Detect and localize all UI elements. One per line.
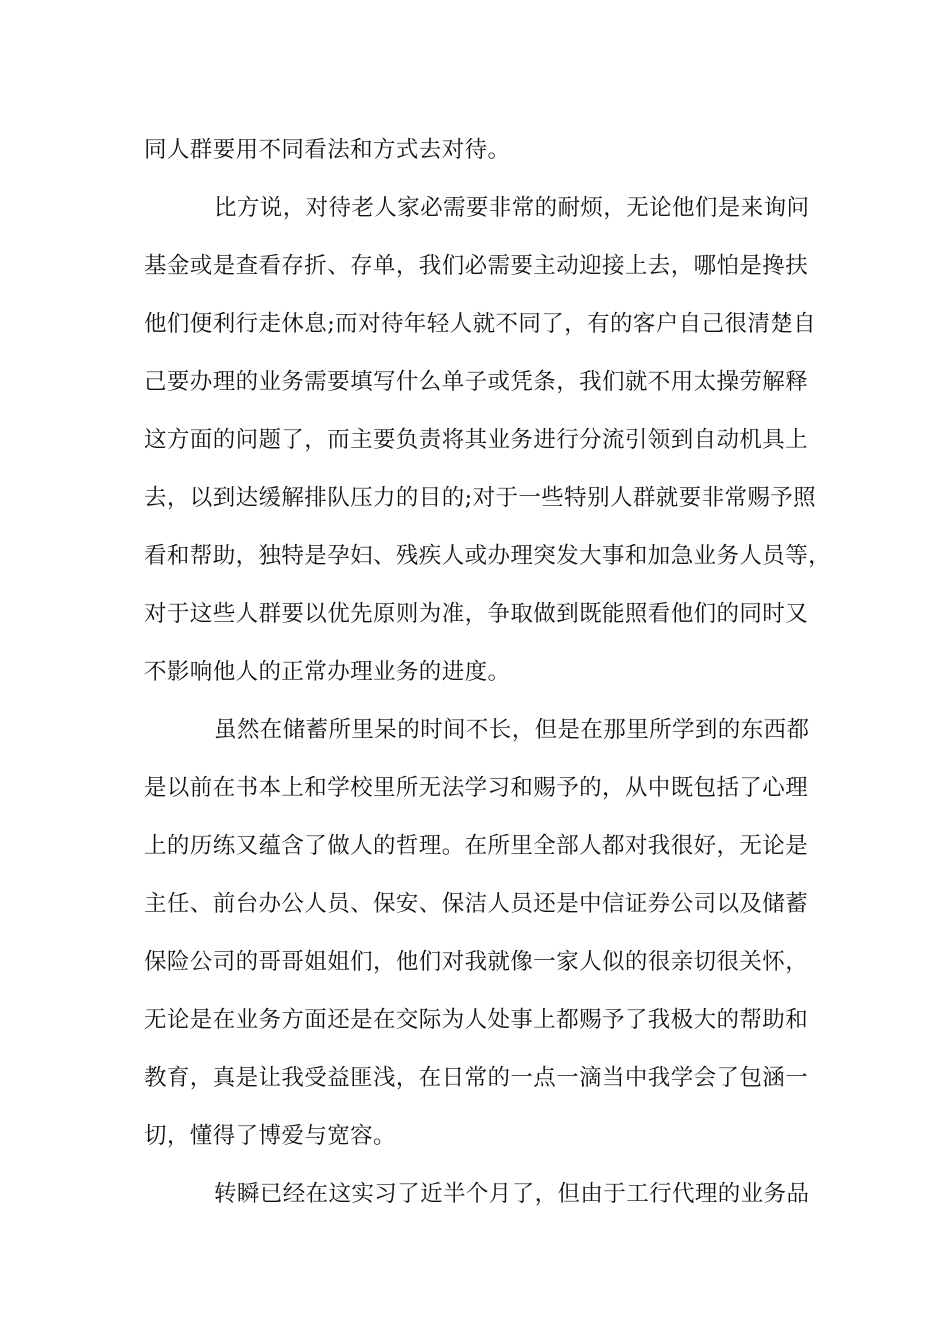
text-line: 切，懂得了博爱与宽容。 xyxy=(144,1123,396,1149)
text-line: 对于这些人群要以优先原则为准，争取做到既能照看他们的同时又 xyxy=(144,601,809,627)
body-text xyxy=(144,128,832,1230)
text-line: 主任、前台办公人员、保安、保洁人员还是中信证券公司以及储蓄 xyxy=(144,891,809,917)
text-line: 去，以到达缓解排队压力的目的;对于一些特别人群就要非常赐予照 xyxy=(144,485,817,511)
text-line: 教育，真是让我受益匪浅，在日常的一点一滴当中我学会了包涵一 xyxy=(144,1065,809,1091)
text-line: 这方面的问题了，而主要负责将其业务进行分流引领到自动机具上 xyxy=(144,427,809,453)
paragraph-first-line: 转瞬已经在这实习了近半个月了，但由于工行代理的业务品 xyxy=(214,1181,810,1207)
paragraph-first-line: 比方说，对待老人家必需要非常的耐烦，无论他们是来询问 xyxy=(214,195,810,221)
text-line: 己要办理的业务需要填写什么单子或凭条，我们就不用太操劳解释 xyxy=(144,369,809,395)
text-line: 不影响他人的正常办理业务的进度。 xyxy=(144,659,511,685)
text-line: 上的历练又蕴含了做人的哲理。在所里全部人都对我很好，无论是 xyxy=(144,833,809,859)
paragraph-first-line: 虽然在储蓄所里呆的时间不长，但是在那里所学到的东西都 xyxy=(214,717,810,743)
text-line: 无论是在业务方面还是在交际为人处事上都赐予了我极大的帮助和 xyxy=(144,1007,809,1033)
text-line: 是以前在书本上和学校里所无法学习和赐予的，从中既包括了心理 xyxy=(144,775,809,801)
text-line: 看和帮助，独特是孕妇、残疾人或办理突发大事和加急业务人员等， xyxy=(144,543,832,569)
text-line: 保险公司的哥哥姐姐们，他们对我就像一家人似的很亲切很关怀， xyxy=(144,949,809,975)
text-line: 同人群要用不同看法和方式去对待。 xyxy=(144,137,511,163)
text-line: 基金或是查看存折、存单，我们必需要主动迎接上去，哪怕是搀扶 xyxy=(144,253,809,279)
text-line: 他们便利行走休息;而对待年轻人就不同了，有的客户自己很清楚自 xyxy=(144,311,817,337)
